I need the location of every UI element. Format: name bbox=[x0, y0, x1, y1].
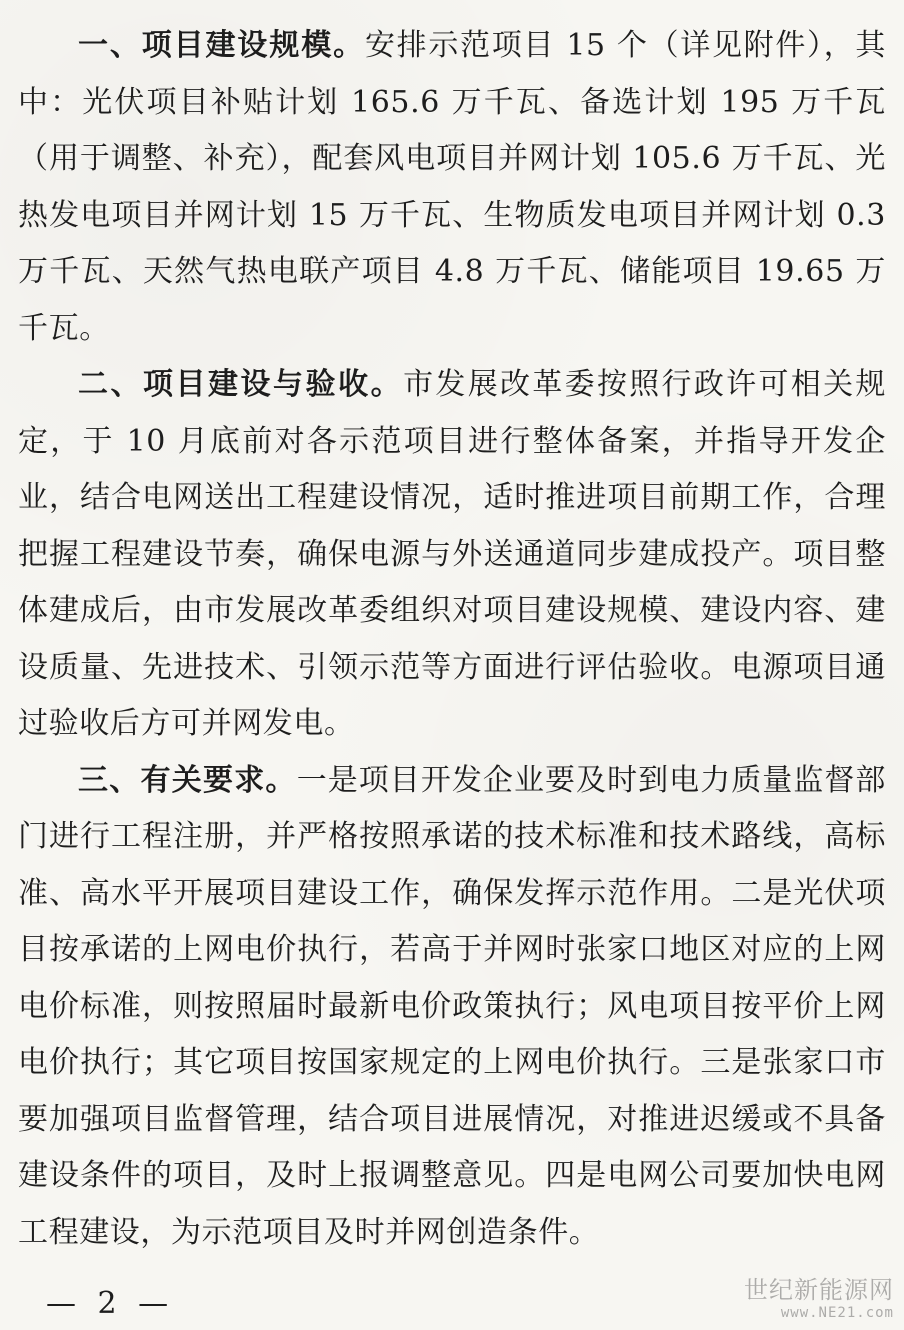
paragraph-heading: 三、有关要求。 bbox=[78, 762, 297, 798]
page-number: — 2 — bbox=[46, 1286, 175, 1321]
paragraph-text: 一是项目开发企业要及时到电力质量监督部门进行工程注册，并严格按照承诺的技术标准和技术路线，高标准、高水平开展项目建设工作，确保发挥示范作用。二是光伏项目按承诺的上网电价执行，若高于并网时张家口地区对应的上网电价标准，则按照届时最新电价政策执行；风电项目按平价上网电价执行；其它项目按国家规定的上网电价执行。三是张家口市要加强项目监督管理，结合项目进展情况，对推进迟缓或不具备建设条件的项目，及时上报调整意见。四是电网公司要加快电网工程建设，为示范项目及时并网创造条件。 bbox=[18, 762, 886, 1250]
paragraph-project-scale bbox=[18, 18, 886, 357]
document-body bbox=[18, 18, 886, 1261]
watermark-site-name: 世纪新能源网 bbox=[744, 1276, 894, 1304]
paragraph-text: 市发展改革委按照行政许可相关规定，于 10 月底前对各示范项目进行整体备案，并指导开发企业，结合电网送出工程建设情况，适时推进项目前期工作，合理把握工程建设节奏，确保电源与外送通道同步建成投产。项目整体建成后，由市发展改革委组织对项目建设规模、建设内容、建设质量、先进技术、引领示范等方面进行评估验收。电源项目通过验收后方可并网发电。 bbox=[18, 367, 887, 741]
paragraph-heading: 二、项目建设与验收。 bbox=[78, 367, 404, 402]
paragraph-text: 安排示范项目 15 个（详见附件），其中：光伏项目补贴计划 165.6 万千瓦、备选计划 195 万千瓦（用于调整、补充），配套风电项目并网计划 105.6 万千瓦、光热发电项目并网计划 15 万千瓦、生物质发电项目并网计划 0.3 万千瓦、天然气热电联产项目 4.8 万千瓦、储能项目 19.65 万千瓦。 bbox=[18, 28, 886, 346]
paragraph-requirements bbox=[18, 753, 886, 1262]
watermark-url: www.NE21.com bbox=[780, 1305, 894, 1321]
watermark bbox=[734, 1275, 894, 1321]
paragraph-heading: 一、项目建设规模。 bbox=[78, 28, 365, 63]
paragraph-construction-acceptance bbox=[18, 357, 886, 753]
